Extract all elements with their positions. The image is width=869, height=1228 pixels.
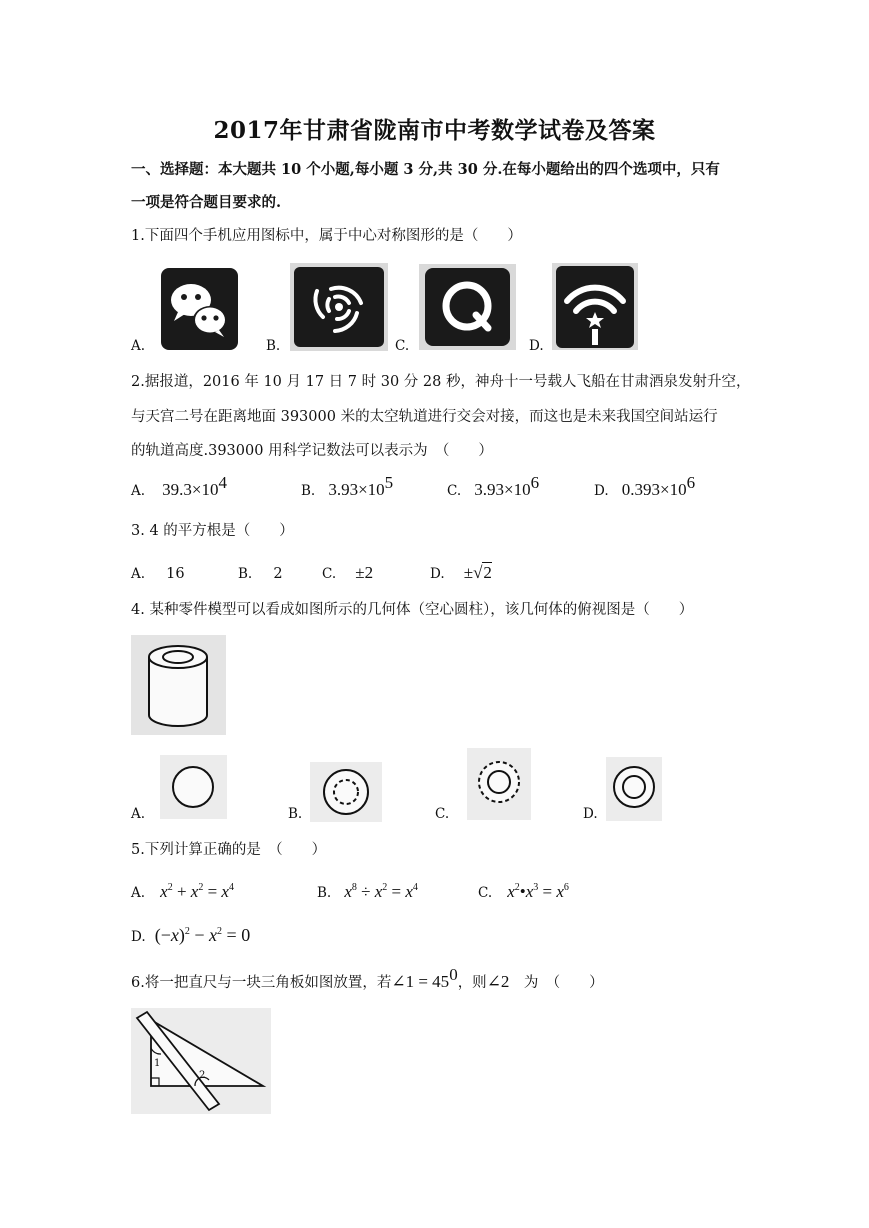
q4-option-b-figure xyxy=(310,762,382,822)
q5c-result-exp: 6 xyxy=(563,882,569,893)
q6-angle2: ∠2 xyxy=(486,972,510,991)
q6-stem xyxy=(131,965,604,993)
swirl-icon xyxy=(290,263,388,351)
q4-option-c-label: C. xyxy=(435,806,450,822)
q3-option-b xyxy=(238,563,283,584)
q5c-result: x xyxy=(556,882,564,901)
q3-option-c-label: C. xyxy=(322,566,337,582)
q5-option-b xyxy=(317,882,418,902)
q2-option-a-exp: 4 xyxy=(218,473,227,492)
q3-option-d-label: D. xyxy=(430,566,445,582)
q2-option-c-label: C. xyxy=(447,483,462,499)
q2-option-b-base: 3.93×10 xyxy=(328,480,385,499)
q2-stem-line2: 与天宫二号在距离地面 393000 米的太空轨道进行交会对接，而这也是未来我国空间站运行 xyxy=(131,409,718,425)
q3-option-d xyxy=(430,563,492,583)
q6-angle1-exp: 0 xyxy=(449,965,458,984)
q5a-term2: x xyxy=(190,882,199,901)
q3-stem: 3. 4 的平方根是（ ） xyxy=(131,523,294,539)
q6-stem-mid: ，则 xyxy=(457,975,487,991)
q5c-op: • xyxy=(519,882,526,901)
q5c-eq: = xyxy=(538,882,557,901)
q5-option-a-label: A. xyxy=(131,885,146,901)
q2-stem-line1: 2.据报道，2016 年 10 月 17 日 7 时 30 分 28 秒，神舟十一号载人飞船在甘肃酒泉发射升空， xyxy=(131,374,751,390)
q1-option-d-label: D. xyxy=(529,338,544,354)
q2-option-d xyxy=(594,473,696,500)
q2-option-c-exp: 6 xyxy=(530,473,540,492)
q3-option-a xyxy=(131,563,185,584)
q5c-term2: x xyxy=(525,882,534,901)
q2-option-a xyxy=(131,473,227,500)
q5b-exp1: 8 xyxy=(351,882,357,893)
q4-option-b-label: B. xyxy=(288,806,303,822)
section-header-line1: 一、选择题：本大题共 10 个小题,每小题 3 分,共 30 分.在每小题给出的四个选项中，只有 xyxy=(131,161,720,178)
q6-stem-pre: 6.将一把直尺与一块三角板如图放置，若 xyxy=(131,975,392,991)
q5b-eq: = xyxy=(387,882,406,901)
q5b-term2: x xyxy=(374,882,383,901)
q5b-term1: x xyxy=(344,882,352,901)
q3-option-d-prefix: ± xyxy=(463,563,474,582)
q2-option-d-label: D. xyxy=(594,483,609,499)
wechat-icon xyxy=(161,268,238,350)
q5-option-c-label: C. xyxy=(478,885,493,901)
q3-option-b-label: B. xyxy=(238,566,253,582)
q3-option-b-value: 2 xyxy=(273,566,283,582)
q3-option-c-value: ±2 xyxy=(355,563,374,582)
page-title: 2017年甘肃省陇南市中考数学试卷及答案 xyxy=(213,117,656,144)
q-letter-icon xyxy=(419,264,516,350)
q6-stem-post: 为 （ ） xyxy=(509,975,604,991)
q5d-op: − xyxy=(189,925,210,945)
q5d-term2: x xyxy=(209,925,218,945)
hollow-cylinder-figure xyxy=(131,635,226,735)
q5d-term1: x xyxy=(170,925,179,945)
q5a-result: x xyxy=(221,882,229,901)
q5b-op: ÷ xyxy=(356,882,375,901)
q2-option-b-exp: 5 xyxy=(384,473,394,492)
ruler-triangle-figure xyxy=(131,1008,271,1114)
q5b-exp2: 2 xyxy=(382,882,388,893)
wifi-star-icon xyxy=(552,263,638,350)
section-header-line2: 一项是符合题目要求的. xyxy=(131,194,282,211)
angle-1-label: 1 xyxy=(154,1058,161,1069)
q5c-exp1: 2 xyxy=(514,882,520,893)
q4-option-c-figure xyxy=(467,748,531,820)
angle-2-label: 2 xyxy=(199,1070,206,1081)
q5d-result: 0 xyxy=(241,925,251,945)
q5a-term1: x xyxy=(160,882,168,901)
q5-option-a xyxy=(131,882,234,902)
q1-option-c-label: C. xyxy=(395,338,410,354)
q5d-exp1: 2 xyxy=(184,926,190,937)
q3-option-c xyxy=(322,563,373,583)
q5-option-d-label: D. xyxy=(131,929,146,945)
q5a-exp1: 2 xyxy=(167,882,173,893)
q2-stem-line3: 的轨道高度.393000 用科学记数法可以表示为 （ ） xyxy=(131,443,493,459)
q4-stem: 4. 某种零件模型可以看成如图所示的几何体（空心圆柱），该几何体的俯视图是（ ） xyxy=(131,602,694,618)
q5a-eq: = xyxy=(203,882,222,901)
q5b-result: x xyxy=(405,882,413,901)
q5a-op: + xyxy=(172,882,191,901)
q5-option-d xyxy=(131,925,250,946)
q5d-exp2: 2 xyxy=(217,926,223,937)
q5c-exp2: 3 xyxy=(533,882,539,893)
q4-option-a-label: A. xyxy=(131,806,146,822)
q5a-exp2: 2 xyxy=(198,882,204,893)
q2-option-b xyxy=(301,473,394,500)
q4-option-d-figure xyxy=(606,757,662,821)
q2-option-d-exp: 6 xyxy=(686,473,696,492)
q5b-result-exp: 4 xyxy=(412,882,418,893)
q5-option-c xyxy=(478,882,569,902)
q1-option-b-label: B. xyxy=(266,338,281,354)
q2-option-c-base: 3.93×10 xyxy=(474,480,531,499)
q3-option-a-label: A. xyxy=(131,566,146,582)
q2-option-d-base: 0.393×10 xyxy=(621,480,687,499)
q5a-result-exp: 4 xyxy=(228,882,234,893)
q1-stem: 1.下面四个手机应用图标中，属于中心对称图形的是（ ） xyxy=(131,228,522,244)
q4-option-d-label: D. xyxy=(583,806,598,822)
q3-option-a-value: 16 xyxy=(166,566,185,582)
q5-stem: 5.下列计算正确的是 （ ） xyxy=(131,842,327,858)
q4-option-a-figure xyxy=(160,755,227,819)
q5d-open: (− xyxy=(154,925,171,945)
q2-option-b-label: B. xyxy=(301,483,316,499)
q6-angle1: ∠1 = 45 xyxy=(391,972,450,991)
q3-option-d-radicand: 2 xyxy=(483,563,492,582)
q5d-eq: = xyxy=(222,925,242,945)
q1-option-a-label: A. xyxy=(131,338,146,354)
sqrt-sign: √ xyxy=(473,563,483,582)
q2-option-a-label: A. xyxy=(131,483,146,499)
q2-option-a-base: 39.3×10 xyxy=(162,480,219,499)
q5c-term1: x xyxy=(507,882,515,901)
q5d-close: ) xyxy=(178,925,185,945)
q2-option-c xyxy=(447,473,540,500)
q5-option-b-label: B. xyxy=(317,885,332,901)
